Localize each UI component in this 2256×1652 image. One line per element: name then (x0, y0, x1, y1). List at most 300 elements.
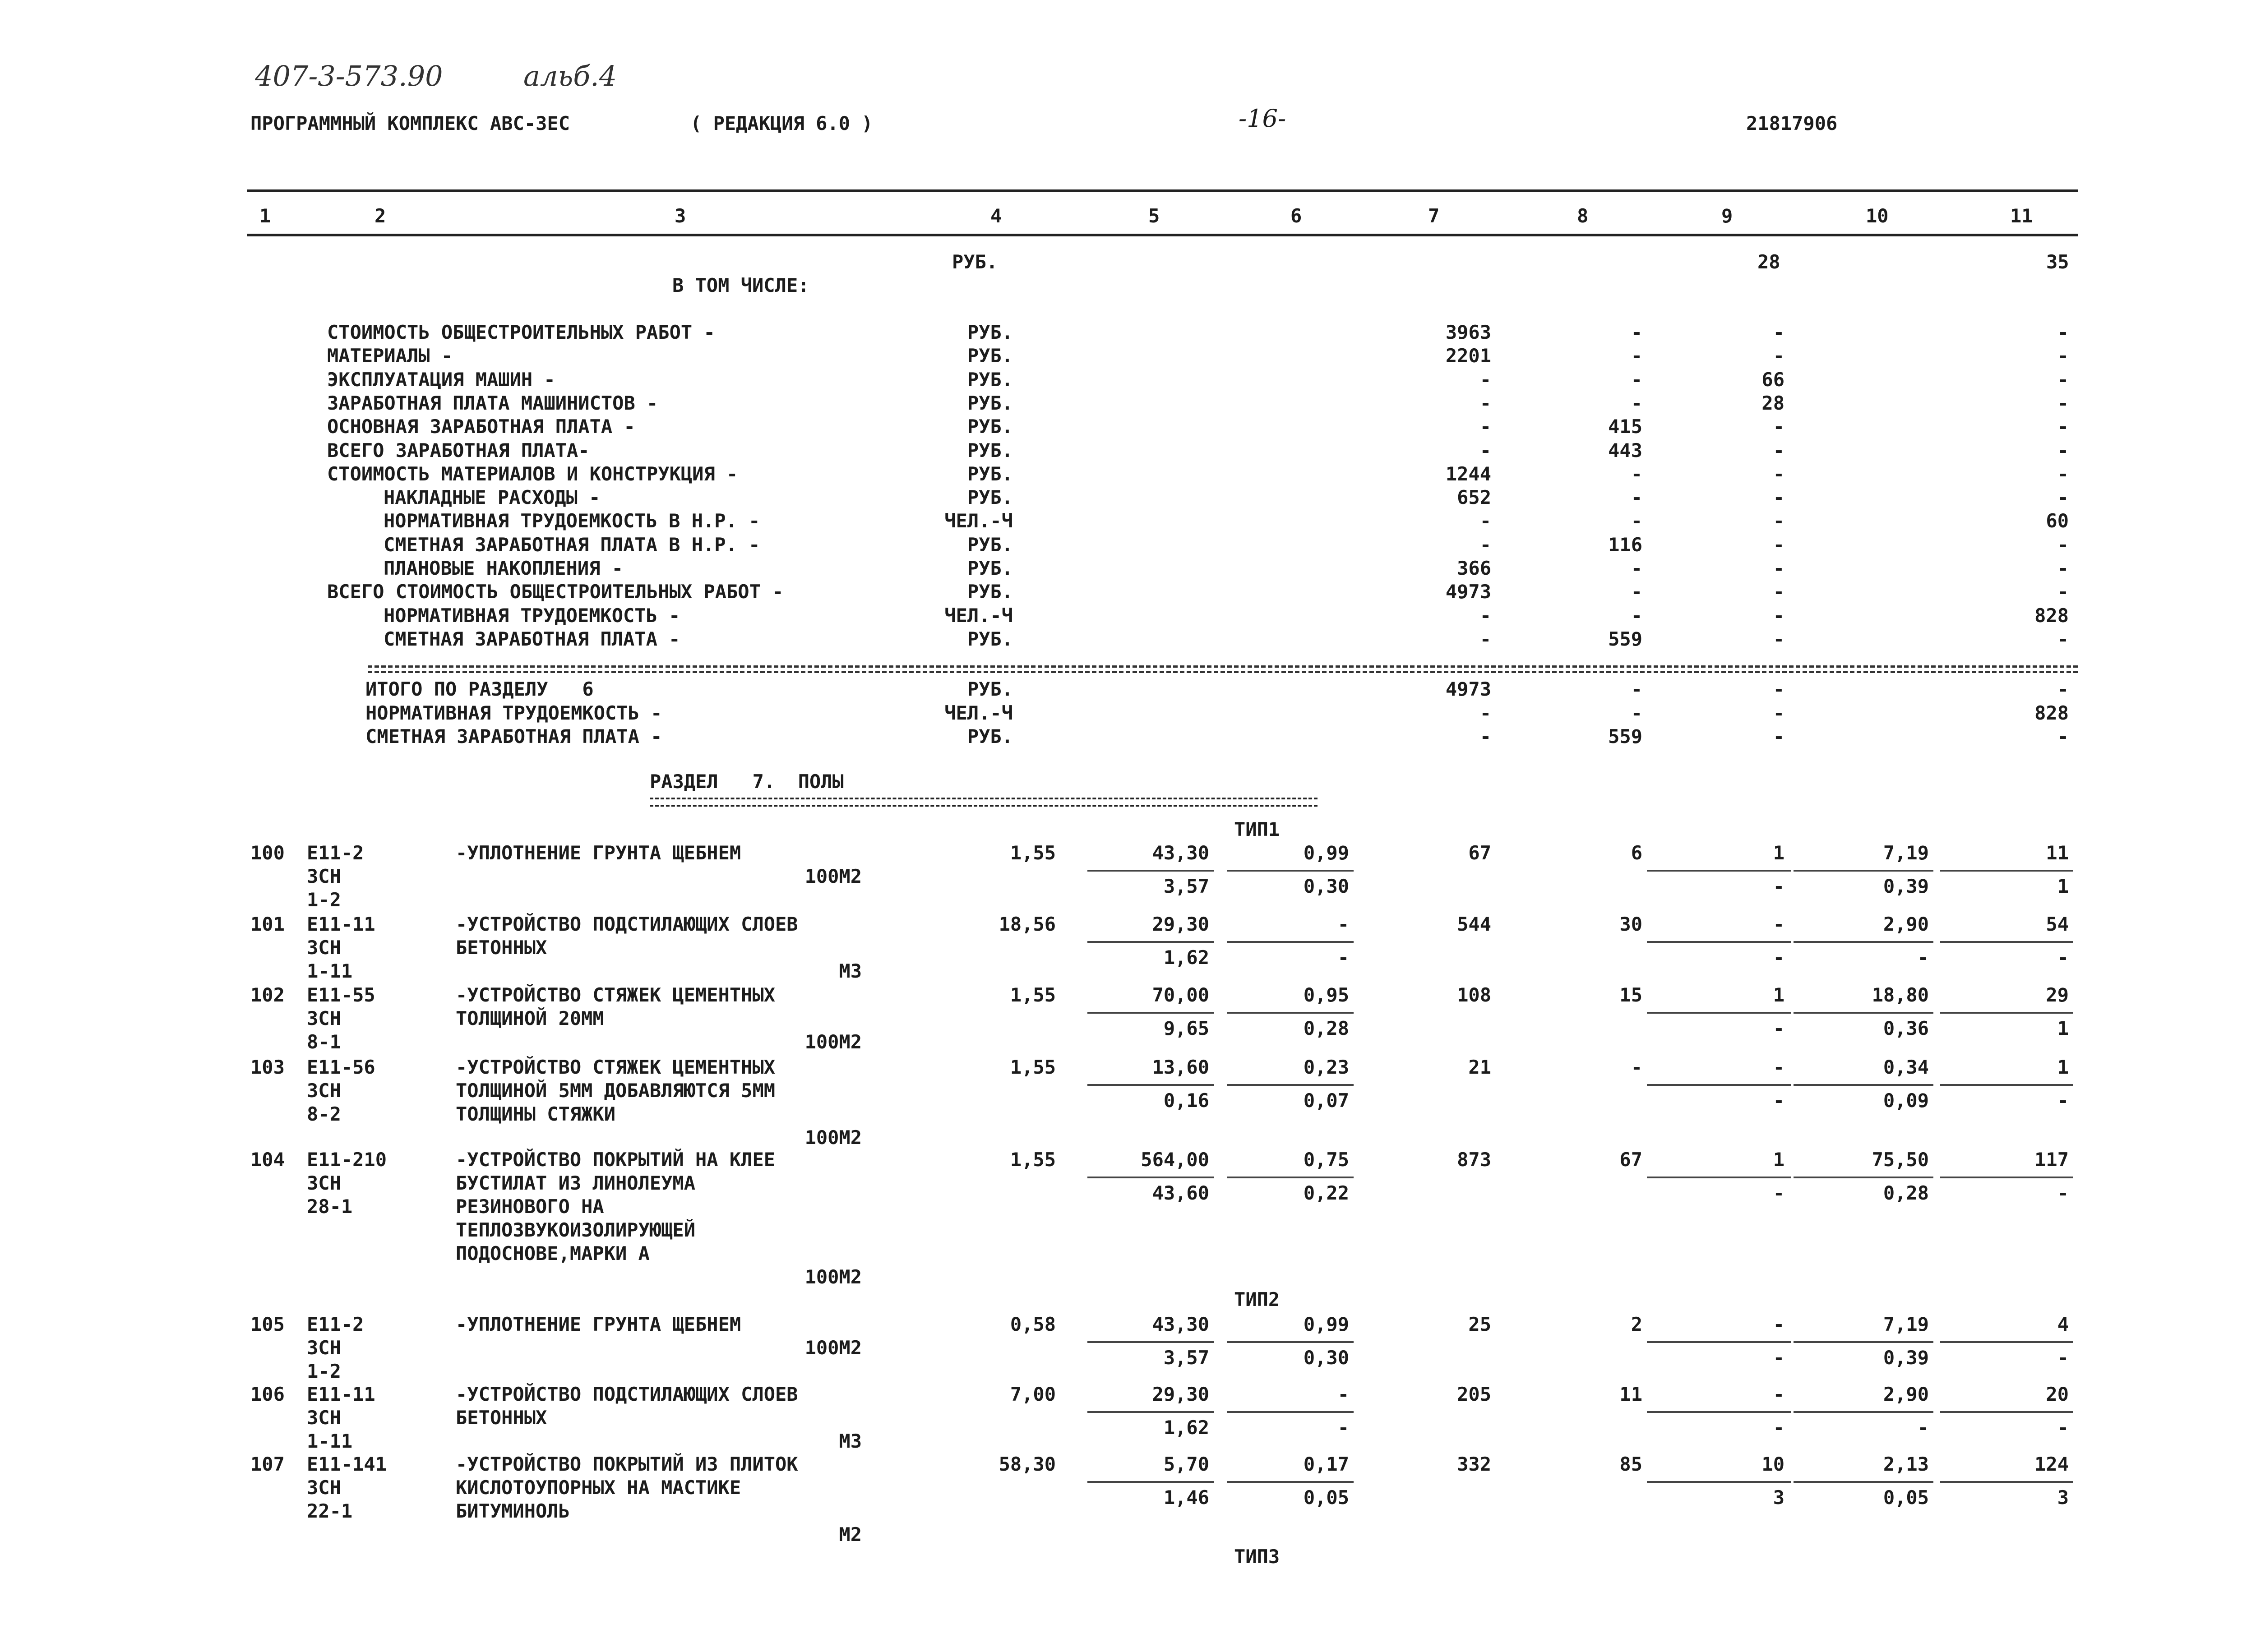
item-value-c7: 25 (1468, 1313, 1491, 1335)
item-sub-c9: - (1773, 1182, 1784, 1204)
item-value-c6: - (1337, 913, 1349, 935)
summary-unit: РУБ. (967, 557, 1013, 579)
totals-value-c11: - (2057, 725, 2069, 748)
item-code: ЗСН (307, 1080, 341, 1102)
item-description: -УСТРОЙСТВО СТЯЖЕК ЦЕМЕНТНЫХ (456, 984, 776, 1006)
item-divider (1227, 1481, 1354, 1483)
item-code: ЗСН (307, 1407, 341, 1429)
summary-value-c7: - (1479, 439, 1491, 461)
totals-value-c7: 4973 (1445, 678, 1491, 700)
item-value-c10: 75,50 (1872, 1149, 1929, 1171)
item-sub-c10: 0,28 (1883, 1182, 1929, 1204)
item-sub-c6: 0,22 (1303, 1182, 1349, 1204)
totals-label: ИТОГО ПО РАЗДЕЛУ 6 (365, 678, 594, 700)
item-description: -УСТРОЙСТВО ПОДСТИЛАЮЩИХ СЛОЕВ (456, 913, 798, 935)
summary-unit: РУБ. (967, 533, 1013, 556)
item-sub-c10: 0,36 (1883, 1017, 1929, 1039)
edition-label: ( РЕДАКЦИЯ 6.0 ) (690, 112, 873, 134)
item-value-c10: 7,19 (1883, 1313, 1929, 1335)
item-code: Е11-11 (307, 1383, 375, 1405)
item-value-c11: 11 (2046, 842, 2069, 864)
summary-label: ВСЕГО ЗАРАБОТНАЯ ПЛАТА- (327, 439, 590, 461)
summary-value-c7: 2201 (1445, 345, 1491, 367)
totals-value-c7: - (1479, 701, 1491, 724)
section-title-underline (650, 798, 1318, 807)
type-label-2: ТИП2 (1234, 1288, 1280, 1311)
summary-value-c11: - (2057, 415, 2069, 438)
item-sub-c9: - (1773, 1017, 1784, 1039)
summary-value-c7: 366 (1457, 557, 1491, 579)
item-value-c8: 30 (1619, 913, 1642, 935)
item-value-c11: 4 (2057, 1313, 2069, 1335)
item-sub-c11: - (2057, 1089, 2069, 1112)
item-unit: 100М2 (804, 1126, 862, 1149)
item-number: 107 (250, 1453, 285, 1475)
item-value-c5: 564,00 (1141, 1149, 1209, 1171)
item-code: Е11-56 (307, 1056, 375, 1078)
item-divider (1087, 1481, 1214, 1483)
item-value-c5: 70,00 (1152, 984, 1209, 1006)
summary-value-c9: 28 (1761, 392, 1784, 414)
totals-unit: РУБ. (967, 678, 1013, 700)
item-quantity: 7,00 (1010, 1383, 1056, 1405)
item-divider (1647, 870, 1791, 872)
item-sub-c5: 43,60 (1152, 1182, 1209, 1204)
summary-value-c9: - (1773, 321, 1784, 343)
summary-unit: РУБ. (967, 462, 1013, 485)
item-description: РЕЗИНОВОГО НА (456, 1195, 604, 1218)
item-divider (1647, 1084, 1791, 1086)
item-unit: М2 (839, 1523, 862, 1546)
item-divider (1794, 941, 1933, 943)
column-number: 3 (675, 205, 686, 227)
item-divider (1087, 1341, 1214, 1343)
summary-label: МАТЕРИАЛЫ - (327, 345, 453, 367)
summary-unit: РУБ. (967, 415, 1013, 438)
summary-value-c11: - (2057, 321, 2069, 343)
section-title: РАЗДЕЛ 7. ПОЛЫ (650, 771, 844, 793)
item-value-c9: - (1773, 1383, 1784, 1405)
item-number: 106 (250, 1383, 285, 1405)
item-description: -УПЛОТНЕНИЕ ГРУНТА ЩЕБНЕМ (456, 842, 741, 864)
item-value-c7: 21 (1468, 1056, 1491, 1078)
summary-value-c9: - (1773, 415, 1784, 438)
item-divider (1794, 1411, 1933, 1413)
item-description: БЕТОННЫХ (456, 1407, 547, 1429)
item-divider (1794, 1084, 1933, 1086)
handwritten-album: альб.4 (523, 60, 617, 92)
summary-value-c11: 60 (2046, 510, 2069, 532)
item-description: ТЕПЛОЗВУКОИЗОЛИРУЮЩЕЙ (456, 1219, 696, 1241)
summary-value-c9: - (1773, 581, 1784, 603)
item-divider (1227, 1341, 1354, 1343)
item-sub-c5: 1,62 (1163, 1417, 1209, 1439)
item-divider (1087, 870, 1214, 872)
totals-value-c9: - (1773, 725, 1784, 748)
item-value-c7: 108 (1457, 984, 1491, 1006)
summary-unit: РУБ. (967, 321, 1013, 343)
summary-unit: РУБ. (967, 368, 1013, 391)
item-value-c7: 544 (1457, 913, 1491, 935)
summary-value-c9: - (1773, 462, 1784, 485)
item-code: 1-2 (307, 1360, 341, 1382)
column-number: 5 (1148, 205, 1160, 227)
item-sub-c5: 1,46 (1163, 1486, 1209, 1509)
item-value-c5: 29,30 (1152, 913, 1209, 935)
item-description: -УСТРОЙСТВО СТЯЖЕК ЦЕМЕНТНЫХ (456, 1056, 776, 1078)
item-description: БИТУМИНОЛЬ (456, 1500, 570, 1522)
summary-label: ЭКСПЛУАТАЦИЯ МАШИН - (327, 368, 555, 391)
item-code: 28-1 (307, 1195, 353, 1218)
totals-value-c7: - (1479, 725, 1491, 748)
summary-value-c7: 1244 (1445, 462, 1491, 485)
item-number: 105 (250, 1313, 285, 1335)
item-value-c8: 6 (1631, 842, 1642, 864)
item-divider (1227, 1084, 1354, 1086)
summary-value-c11: - (2057, 581, 2069, 603)
item-divider (1794, 1012, 1933, 1014)
item-value-c6: 0,23 (1303, 1056, 1349, 1078)
totals-unit: РУБ. (967, 725, 1013, 748)
item-sub-c6: - (1337, 946, 1349, 969)
item-divider (1227, 1177, 1354, 1178)
summary-value-c11: - (2057, 392, 2069, 414)
item-quantity: 18,56 (999, 913, 1056, 935)
column-number: 10 (1866, 205, 1889, 227)
summary-value-c8: - (1631, 604, 1642, 627)
item-quantity: 58,30 (999, 1453, 1056, 1475)
item-description: -УСТРОЙСТВО ПОКРЫТИЙ НА КЛЕЕ (456, 1149, 776, 1171)
item-sub-c9: - (1773, 946, 1784, 969)
column-number: 9 (1721, 205, 1733, 227)
item-value-c5: 43,30 (1152, 842, 1209, 864)
summary-unit: РУБ. (967, 439, 1013, 461)
item-unit: М3 (839, 960, 862, 982)
summary-value-c8: - (1631, 581, 1642, 603)
item-divider (1647, 1481, 1791, 1483)
item-code: Е11-210 (307, 1149, 387, 1171)
item-value-c6: 0,95 (1303, 984, 1349, 1006)
handwritten-doc-code: 407-3-573.90 (255, 60, 443, 92)
item-unit: 100М2 (804, 1266, 862, 1288)
item-value-c10: 2,13 (1883, 1453, 1929, 1475)
item-value-c7: 205 (1457, 1383, 1491, 1405)
item-divider (1940, 1341, 2073, 1343)
totals-label: НОРМАТИВНАЯ ТРУДОЕМКОСТЬ - (365, 701, 662, 724)
item-sub-c5: 9,65 (1163, 1017, 1209, 1039)
item-sub-c9: - (1773, 1417, 1784, 1439)
totals-separator (368, 671, 2078, 673)
summary-value-c9: - (1773, 345, 1784, 367)
item-description: -УСТРОЙСТВО ПОКРЫТИЙ ИЗ ПЛИТОК (456, 1453, 798, 1475)
item-sub-c10: 0,39 (1883, 875, 1929, 897)
item-sub-c11: - (2057, 946, 2069, 969)
totals-label: СМЕТНАЯ ЗАРАБОТНАЯ ПЛАТА - (365, 725, 662, 748)
summary-value-c7: 4973 (1445, 581, 1491, 603)
item-sub-c6: 0,07 (1303, 1089, 1349, 1112)
item-value-c8: 11 (1619, 1383, 1642, 1405)
item-code: 1-2 (307, 889, 341, 911)
item-value-c5: 13,60 (1152, 1056, 1209, 1078)
column-number: 7 (1428, 205, 1440, 227)
item-description: ТОЛЩИНОЙ 20ММ (456, 1007, 604, 1029)
totals-value-c11: - (2057, 678, 2069, 700)
item-divider (1647, 1341, 1791, 1343)
summary-top-c11: 35 (2046, 251, 2069, 273)
summary-unit: ЧЕЛ.-Ч (944, 510, 1013, 532)
summary-label: СТОИМОСТЬ ОБЩЕСТРОИТЕЛЬНЫХ РАБОТ - (327, 321, 715, 343)
column-number: 2 (374, 205, 386, 227)
item-sub-c9: - (1773, 875, 1784, 897)
item-divider (1227, 1411, 1354, 1413)
item-value-c8: 85 (1619, 1453, 1642, 1475)
summary-value-c8: 415 (1608, 415, 1642, 438)
item-code: 1-11 (307, 1430, 353, 1452)
summary-value-c11: - (2057, 486, 2069, 509)
item-sub-c9: - (1773, 1347, 1784, 1369)
item-value-c5: 29,30 (1152, 1383, 1209, 1405)
item-sub-c5: 3,57 (1163, 1347, 1209, 1369)
item-sub-c9: - (1773, 1089, 1784, 1112)
item-value-c10: 18,80 (1872, 984, 1929, 1006)
totals-separator (368, 665, 2078, 668)
item-code: ЗСН (307, 1477, 341, 1499)
item-code: ЗСН (307, 865, 341, 887)
item-description: -УСТРОЙСТВО ПОДСТИЛАЮЩИХ СЛОЕВ (456, 1383, 798, 1405)
item-value-c11: 29 (2046, 984, 2069, 1006)
summary-label: НОРМАТИВНАЯ ТРУДОЕМКОСТЬ В Н.Р. - (384, 510, 760, 532)
item-divider (1087, 1084, 1214, 1086)
summary-value-c11: - (2057, 439, 2069, 461)
item-description: ПОДОСНОВЕ,МАРКИ А (456, 1242, 650, 1264)
item-value-c10: 7,19 (1883, 842, 1929, 864)
summary-value-c11: - (2057, 462, 2069, 485)
item-sub-c11: 1 (2057, 875, 2069, 897)
summary-value-c7: - (1479, 415, 1491, 438)
summary-value-c8: 559 (1608, 628, 1642, 650)
totals-value-c8: - (1631, 701, 1642, 724)
item-sub-c10: 0,39 (1883, 1347, 1929, 1369)
item-unit: 100М2 (804, 1031, 862, 1053)
item-number: 101 (250, 913, 285, 935)
item-number: 100 (250, 842, 285, 864)
summary-value-c8: - (1631, 368, 1642, 391)
column-number: 6 (1290, 205, 1302, 227)
summary-value-c8: - (1631, 557, 1642, 579)
item-quantity: 1,55 (1010, 842, 1056, 864)
item-value-c5: 5,70 (1163, 1453, 1209, 1475)
item-divider (1647, 1411, 1791, 1413)
item-sub-c6: - (1337, 1417, 1349, 1439)
summary-value-c11: - (2057, 368, 2069, 391)
item-sub-c11: 1 (2057, 1017, 2069, 1039)
item-sub-c9: 3 (1773, 1486, 1784, 1509)
item-description: ТОЛЩИНОЙ 5ММ ДОБАВЛЯЮТСЯ 5ММ (456, 1080, 776, 1102)
totals-value-c8: - (1631, 678, 1642, 700)
item-sub-c11: - (2057, 1182, 2069, 1204)
item-code: Е11-2 (307, 842, 364, 864)
item-code: ЗСН (307, 1007, 341, 1029)
item-code: Е11-11 (307, 913, 375, 935)
item-value-c8: 15 (1619, 984, 1642, 1006)
item-divider (1940, 941, 2073, 943)
summary-value-c9: - (1773, 604, 1784, 627)
summary-value-c7: - (1479, 604, 1491, 627)
item-divider (1647, 1012, 1791, 1014)
item-divider (1940, 1012, 2073, 1014)
summary-value-c11: 828 (2034, 604, 2069, 627)
item-sub-c10: 0,05 (1883, 1486, 1929, 1509)
item-value-c7: 332 (1457, 1453, 1491, 1475)
totals-unit: ЧЕЛ.-Ч (944, 701, 1013, 724)
summary-value-c9: - (1773, 439, 1784, 461)
item-value-c11: 20 (2046, 1383, 2069, 1405)
item-code: 22-1 (307, 1500, 353, 1522)
column-number: 4 (990, 205, 1002, 227)
item-unit: 100М2 (804, 1337, 862, 1359)
item-value-c6: 0,75 (1303, 1149, 1349, 1171)
item-sub-c10: 0,09 (1883, 1089, 1929, 1112)
item-value-c11: 124 (2034, 1453, 2069, 1475)
item-sub-c10: - (1917, 1417, 1929, 1439)
item-divider (1940, 1411, 2073, 1413)
item-code: 1-11 (307, 960, 353, 982)
summary-value-c7: - (1479, 510, 1491, 532)
totals-value-c9: - (1773, 701, 1784, 724)
totals-value-c9: - (1773, 678, 1784, 700)
summary-top-c9: 28 (1757, 251, 1780, 273)
item-number: 104 (250, 1149, 285, 1171)
item-sub-c10: - (1917, 946, 1929, 969)
item-value-c11: 117 (2034, 1149, 2069, 1171)
summary-value-c8: - (1631, 345, 1642, 367)
summary-value-c11: - (2057, 345, 2069, 367)
item-unit: 100М2 (804, 865, 862, 887)
item-divider (1794, 870, 1933, 872)
item-divider (1227, 941, 1354, 943)
item-divider (1647, 941, 1791, 943)
header-bottom-rule (247, 234, 2078, 236)
item-value-c9: 10 (1761, 1453, 1784, 1475)
item-description: ТОЛЩИНЫ СТЯЖКИ (456, 1103, 616, 1125)
summary-value-c11: - (2057, 557, 2069, 579)
item-divider (1087, 1012, 1214, 1014)
item-code: 8-1 (307, 1031, 341, 1053)
item-quantity: 1,55 (1010, 1056, 1056, 1078)
summary-value-c8: - (1631, 462, 1642, 485)
summary-value-c9: - (1773, 628, 1784, 650)
summary-value-c8: 443 (1608, 439, 1642, 461)
item-divider (1794, 1481, 1933, 1483)
item-code: ЗСН (307, 937, 341, 959)
item-value-c11: 1 (2057, 1056, 2069, 1078)
item-value-c10: 2,90 (1883, 1383, 1929, 1405)
summary-label: СМЕТНАЯ ЗАРАБОТНАЯ ПЛАТА - (384, 628, 680, 650)
item-divider (1647, 1177, 1791, 1178)
summary-unit: РУБ. (967, 486, 1013, 509)
item-unit: М3 (839, 1430, 862, 1452)
item-quantity: 0,58 (1010, 1313, 1056, 1335)
summary-label: ОСНОВНАЯ ЗАРАБОТНАЯ ПЛАТА - (327, 415, 635, 438)
summary-label: НАКЛАДНЫЕ РАСХОДЫ - (384, 486, 601, 509)
summary-top-unit: РУБ. (952, 251, 998, 273)
item-value-c8: - (1631, 1056, 1642, 1078)
summary-value-c8: - (1631, 510, 1642, 532)
item-sub-c11: - (2057, 1347, 2069, 1369)
item-divider (1227, 870, 1354, 872)
summary-value-c9: - (1773, 510, 1784, 532)
item-divider (1940, 870, 2073, 872)
item-sub-c6: 0,28 (1303, 1017, 1349, 1039)
item-value-c7: 67 (1468, 842, 1491, 864)
item-code: Е11-141 (307, 1453, 387, 1475)
item-divider (1227, 1012, 1354, 1014)
item-sub-c6: 0,05 (1303, 1486, 1349, 1509)
summary-value-c11: - (2057, 533, 2069, 556)
item-divider (1087, 941, 1214, 943)
item-divider (1940, 1177, 2073, 1178)
column-number: 11 (2010, 205, 2033, 227)
item-sub-c6: 0,30 (1303, 1347, 1349, 1369)
summary-label: ВСЕГО СТОИМОСТЬ ОБЩЕСТРОИТЕЛЬНЫХ РАБОТ - (327, 581, 784, 603)
item-value-c7: 873 (1457, 1149, 1491, 1171)
summary-value-c9: 66 (1761, 368, 1784, 391)
totals-value-c11: 828 (2034, 701, 2069, 724)
item-number: 103 (250, 1056, 285, 1078)
summary-value-c9: - (1773, 486, 1784, 509)
item-number: 102 (250, 984, 285, 1006)
column-number: 1 (259, 205, 271, 227)
summary-unit: РУБ. (967, 345, 1013, 367)
item-value-c5: 43,30 (1152, 1313, 1209, 1335)
item-value-c9: - (1773, 1313, 1784, 1335)
item-value-c6: - (1337, 1383, 1349, 1405)
item-divider (1940, 1084, 2073, 1086)
item-divider (1087, 1177, 1214, 1178)
type-label-1: ТИП1 (1234, 818, 1280, 840)
summary-value-c9: - (1773, 557, 1784, 579)
item-sub-c5: 0,16 (1163, 1089, 1209, 1112)
summary-unit: ЧЕЛ.-Ч (944, 604, 1013, 627)
summary-label: ЗАРАБОТНАЯ ПЛАТА МАШИНИСТОВ - (327, 392, 658, 414)
item-description: КИСЛОТОУПОРНЫХ НА МАСТИКЕ (456, 1477, 741, 1499)
item-divider (1794, 1177, 1933, 1178)
summary-value-c7: - (1479, 628, 1491, 650)
item-value-c9: 1 (1773, 984, 1784, 1006)
summary-label: СМЕТНАЯ ЗАРАБОТНАЯ ПЛАТА В Н.Р. - (384, 533, 760, 556)
summary-subtitle: В ТОМ ЧИСЛЕ: (672, 274, 809, 296)
header-top-rule (247, 189, 2078, 192)
item-code: ЗСН (307, 1337, 341, 1359)
item-divider (1087, 1411, 1214, 1413)
summary-value-c7: 3963 (1445, 321, 1491, 343)
item-code: ЗСН (307, 1172, 341, 1194)
item-sub-c11: - (2057, 1417, 2069, 1439)
item-description: -УПЛОТНЕНИЕ ГРУНТА ЩЕБНЕМ (456, 1313, 741, 1335)
item-value-c11: 54 (2046, 913, 2069, 935)
item-value-c6: 0,99 (1303, 1313, 1349, 1335)
item-value-c8: 2 (1631, 1313, 1642, 1335)
item-divider (1794, 1341, 1933, 1343)
document-number: 21817906 (1746, 112, 1838, 134)
item-value-c8: 67 (1619, 1149, 1642, 1171)
item-code: 8-2 (307, 1103, 341, 1125)
item-value-c10: 0,34 (1883, 1056, 1929, 1078)
item-value-c9: 1 (1773, 1149, 1784, 1171)
summary-value-c9: - (1773, 533, 1784, 556)
item-value-c9: - (1773, 1056, 1784, 1078)
summary-value-c11: - (2057, 628, 2069, 650)
